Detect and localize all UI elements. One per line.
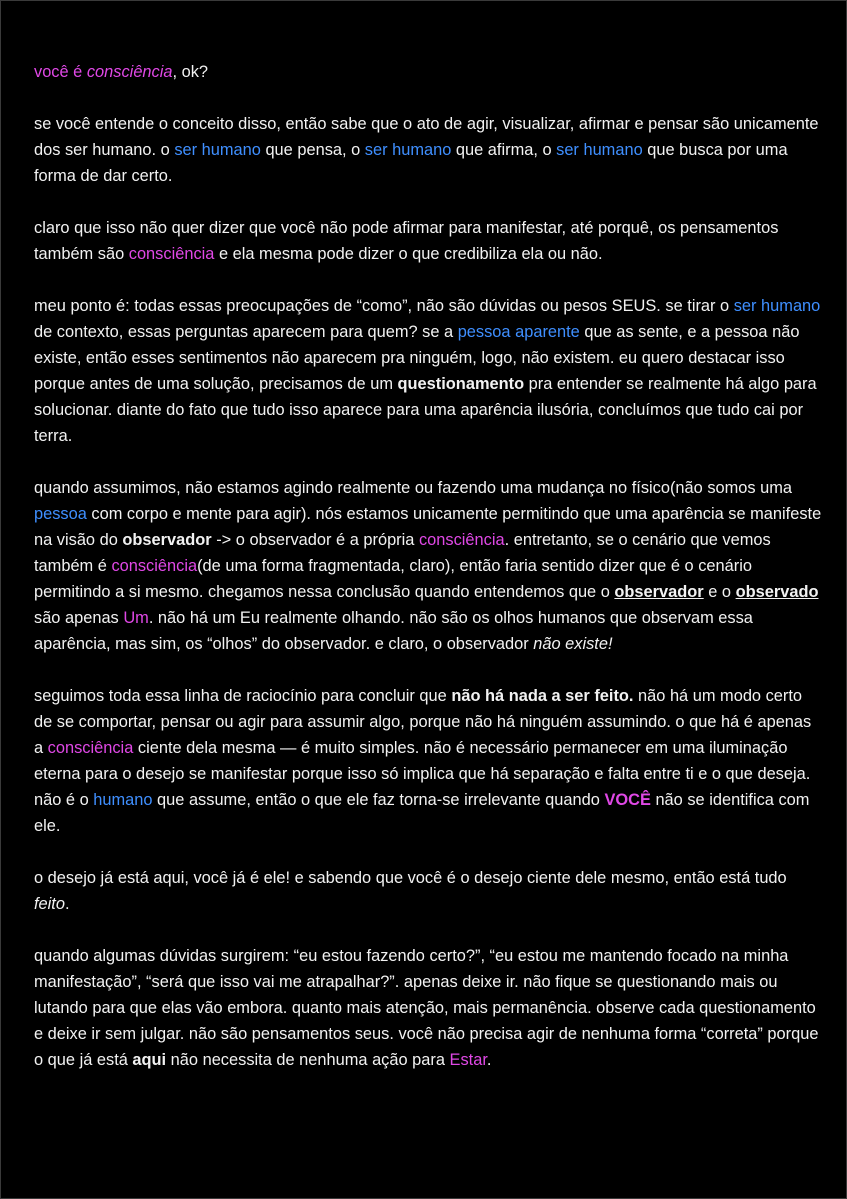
text-segment: são apenas (34, 609, 124, 627)
text-segment: não se identifica com ele. (34, 791, 810, 835)
highlighted-text: consciência (47, 739, 134, 757)
highlighted-text: consciência (111, 557, 198, 575)
highlighted-text: observador (122, 531, 212, 549)
text-segment: seguimos toda essa linha de raciocínio para concluir que (34, 687, 452, 705)
highlighted-text: VOCÊ (604, 791, 651, 809)
text-segment: claro que isso não quer dizer que você não pode afirmar para manifestar, até porquê, os pensamentos também são (34, 219, 779, 263)
text-segment: ciente dela mesma — é muito simples. não é necessário permanecer em uma iluminação eterna para o desejo se manifestar porque isso só implica que há separação e falta entre ti e o que deseja. não é o (34, 739, 811, 809)
text-segment: que busca por uma forma de dar certo. (34, 141, 788, 185)
paragraph (34, 215, 824, 267)
text-segment: de contexto, essas perguntas aparecem para quem? se a (34, 323, 458, 341)
text-segment: . (486, 1051, 492, 1069)
text-segment: -> o observador é a própria (211, 531, 419, 549)
text-segment: quando assumimos, não estamos agindo realmente ou fazendo uma mudança no físico(não somos uma (34, 479, 793, 497)
paragraph (34, 683, 824, 839)
text-segment: não necessita de nenhuma ação para (166, 1051, 450, 1069)
paragraph (34, 293, 824, 449)
highlighted-text: você é (34, 63, 87, 81)
text-segment: se você entende o conceito disso, então sabe que o ato de agir, visualizar, afirmar e pensar são unicamente dos ser humano. o (34, 115, 819, 159)
highlighted-text: questionamento (397, 375, 525, 393)
highlighted-text: ser humano (556, 141, 643, 159)
text-segment: pra entender se realmente há algo para solucionar. diante do fato que tudo isso aparece para uma aparência ilusória, concluímos que tudo cai por terra. (34, 375, 817, 445)
highlighted-text: Estar (449, 1051, 487, 1069)
text-segment: , ok? (172, 63, 209, 81)
text-segment: . não há um Eu realmente olhando. não são os olhos humanos que observam essa aparência, mas sim, os “olhos” do observador. e claro, o observador (34, 609, 753, 653)
text-segment: . (64, 895, 70, 913)
text-segment: quando algumas dúvidas surgirem: “eu estou fazendo certo?”, “eu estou me mantendo focado na minha manifestação”, “será que isso vai me atrapalhar?”. apenas deixe ir. não fique se questionando mais ou lutando para que elas vão embora. quanto mais atenção, mais permanência. observe cada questionamento e deixe ir sem julgar. não são pensamentos seus. você não precisa agir de nenhuma forma “correta” porque o que já está (34, 947, 819, 1069)
highlighted-text: Um (123, 609, 149, 627)
highlighted-text: aqui (132, 1051, 167, 1069)
highlighted-text: não existe! (533, 635, 613, 653)
paragraph (34, 865, 824, 917)
text-segment: que assume, então o que ele faz torna-se irrelevante quando (152, 791, 605, 809)
highlighted-text: observado (735, 583, 819, 601)
highlighted-text: ser humano (733, 297, 821, 315)
text-segment: o desejo já está aqui, você já é ele! e sabendo que você é o desejo ciente dele mesmo, então está tudo (34, 869, 787, 887)
paragraph (34, 943, 824, 1073)
highlighted-text: observador (614, 583, 704, 601)
text-segment: não há um modo certo de se comportar, pensar ou agir para assumir algo, porque não há ninguém assumindo. o que há é apenas a (34, 687, 812, 757)
highlighted-text: ser humano (174, 141, 261, 159)
paragraph (34, 475, 824, 657)
text-segment: e ela mesma pode dizer o que credibiliza ela ou não. (214, 245, 603, 263)
highlighted-text: pessoa aparente (457, 323, 580, 341)
text-segment: (de uma forma fragmentada, claro), então faria sentido dizer que é o cenário permitindo a si mesmo. chegamos nessa conclusão quando entendemos que o (34, 557, 752, 601)
highlighted-text: consciência (86, 63, 173, 81)
highlighted-text: não há nada a ser feito. (451, 687, 634, 705)
text-segment: . entretanto, se o cenário que vemos também é (34, 531, 771, 575)
text-segment: com corpo e mente para agir). nós estamos unicamente permitindo que uma aparência se manifeste na visão do (34, 505, 822, 549)
highlighted-text: humano (93, 791, 153, 809)
text-segment: meu ponto é: todas essas preocupações de “como”, não são dúvidas ou pesos SEUS. se tirar o (34, 297, 734, 315)
highlighted-text: feito (34, 895, 65, 913)
text-segment: que afirma, o (451, 141, 557, 159)
highlighted-text: consciência (128, 245, 215, 263)
paragraph (34, 59, 824, 85)
highlighted-text: consciência (418, 531, 505, 549)
paragraph (34, 111, 824, 189)
text-segment: e o (703, 583, 736, 601)
highlighted-text: pessoa (34, 505, 87, 523)
text-segment: que as sente, e a pessoa não existe, então esses sentimentos não aparecem pra ninguém, logo, não existem. eu quero destacar isso porque antes de uma solução, precisamos de um (34, 323, 800, 393)
text-segment: que pensa, o (260, 141, 365, 159)
highlighted-text: ser humano (364, 141, 452, 159)
document-body (34, 59, 824, 1099)
